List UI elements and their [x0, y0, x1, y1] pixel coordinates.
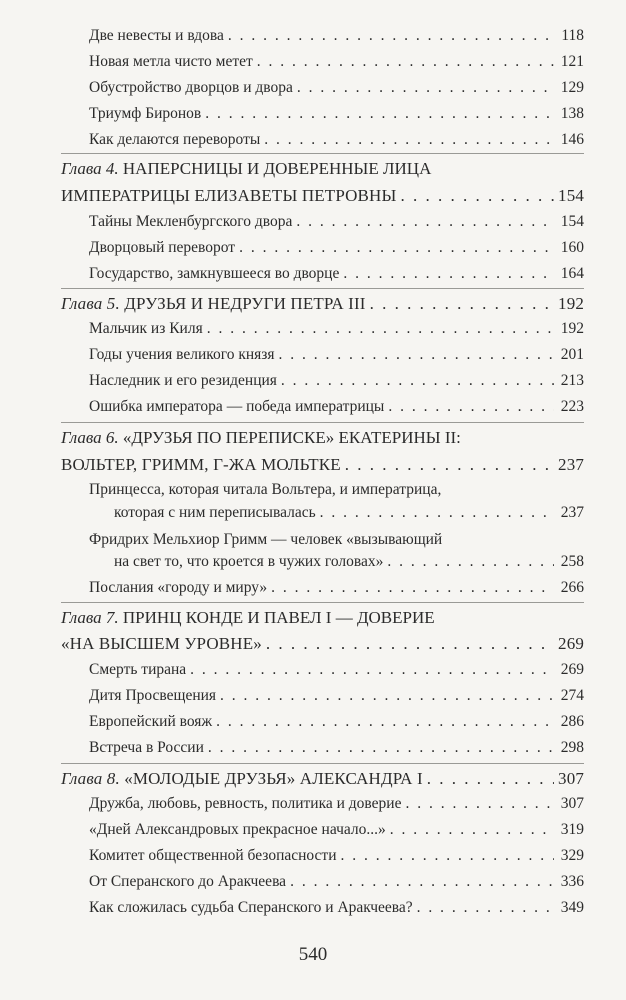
- toc-leader: [387, 551, 554, 573]
- chapter-page: 237: [558, 455, 584, 474]
- toc-entry[interactable]: [89, 845, 584, 867]
- toc-entry[interactable]: [89, 897, 584, 919]
- toc-entry-page: 213: [560, 372, 584, 389]
- page-number: 540: [298, 944, 328, 965]
- toc-entry[interactable]: [89, 318, 584, 340]
- toc-entry-line1[interactable]: Фридрих Мельхиор Гримм — человек «вызывающий: [89, 531, 443, 548]
- chapter-title: «МОЛОДЫЕ ДРУЗЬЯ» АЛЕКСАНДРА I: [124, 769, 423, 788]
- toc-leader: [266, 633, 554, 655]
- chapter-title: ВОЛЬТЕР, ГРИММ, Г-ЖА МОЛЬТКЕ: [61, 455, 341, 474]
- toc-entry-page: 154: [560, 213, 584, 230]
- toc-entry-title: Комитет общественной безопасности: [89, 847, 337, 864]
- toc-entry-page: 146: [560, 131, 584, 148]
- toc-entry-title: Две невесты и вдова: [89, 27, 224, 44]
- toc-entry-title: Дворцовый переворот: [89, 239, 236, 256]
- toc-entry[interactable]: [89, 370, 584, 392]
- toc-leader: [370, 293, 554, 315]
- toc-entry-title: Тайны Мекленбургского двора: [89, 213, 293, 230]
- toc-entry-page: 223: [560, 398, 584, 415]
- toc-entry[interactable]: [89, 211, 584, 233]
- chapter-8-heading[interactable]: [61, 768, 584, 790]
- chapter-title: ИМПЕРАТРИЦЫ ЕЛИЗАВЕТЫ ПЕТРОВНЫ: [61, 186, 397, 205]
- toc-entry-title: Как делаются перевороты: [89, 131, 261, 148]
- toc-entry-page: 307: [560, 795, 584, 812]
- toc-entry-page: 269: [560, 661, 584, 678]
- toc-entry[interactable]: [89, 711, 584, 733]
- toc-leader: [390, 819, 554, 841]
- toc-entry-page: 349: [560, 899, 584, 916]
- toc-entry-page: 164: [560, 265, 584, 282]
- toc-leader: [400, 185, 554, 207]
- chapter-4-heading-line2[interactable]: [61, 185, 584, 207]
- toc-entry-title: Европейский вояж: [89, 713, 213, 730]
- chapter-heading-text: [61, 293, 366, 315]
- toc-leader: [239, 237, 554, 259]
- section-divider: [61, 422, 584, 423]
- toc-entry-title: Триумф Биронов: [89, 105, 202, 122]
- section-divider: [61, 602, 584, 603]
- toc-entry-page: 201: [560, 346, 584, 363]
- chapter-5-heading[interactable]: [61, 293, 584, 315]
- chapter-6-heading-line1[interactable]: [61, 427, 461, 449]
- chapter-page: 192: [558, 294, 584, 313]
- toc-entry[interactable]: [114, 551, 584, 573]
- toc-entry-page: 192: [560, 320, 584, 337]
- toc-entry[interactable]: [89, 263, 584, 285]
- toc-entry[interactable]: [89, 659, 584, 681]
- toc-entry-page: 336: [560, 873, 584, 890]
- toc-entry-title: которая с ним переписывалась: [114, 504, 316, 521]
- toc-entry[interactable]: [89, 871, 584, 893]
- toc-entry-title: Как сложилась судьба Сперанского и Аракчеева?: [89, 899, 413, 916]
- toc-entry-page: 298: [560, 739, 584, 756]
- toc-leader: [207, 318, 554, 340]
- toc-leader: [216, 711, 554, 733]
- toc-entry[interactable]: [89, 685, 584, 707]
- chapter-title: ДРУЗЬЯ И НЕДРУГИ ПЕТРА III: [124, 294, 366, 313]
- chapter-title: «ДРУЗЬЯ ПО ПЕРЕПИСКЕ» ЕКАТЕРИНЫ II:: [122, 428, 461, 447]
- toc-entry-title: Наследник и его резиденция: [89, 372, 277, 389]
- toc-entry-page: 121: [560, 53, 584, 70]
- toc-entry-page: 319: [560, 821, 584, 838]
- chapter-label: Глава 5.: [61, 294, 120, 313]
- toc-leader: [405, 793, 554, 815]
- chapter-page: 307: [558, 769, 584, 788]
- toc-entry-line1[interactable]: Принцесса, которая читала Вольтера, и императрица,: [89, 481, 442, 498]
- toc-entry-title: Дружба, любовь, ревность, политика и доверие: [89, 795, 402, 812]
- toc-leader: [220, 685, 554, 707]
- toc-entry-title: Новая метла чисто метет: [89, 53, 253, 70]
- chapter-7-heading-line1[interactable]: [61, 607, 435, 629]
- chapter-heading-text: [61, 768, 423, 790]
- toc-entry[interactable]: [89, 819, 584, 841]
- toc-leader: [417, 897, 554, 919]
- toc-entry[interactable]: [89, 396, 584, 418]
- toc-entry-page: 274: [560, 687, 584, 704]
- chapter-6-heading-line2[interactable]: [61, 454, 584, 476]
- toc-entry-page: 286: [560, 713, 584, 730]
- toc-entry-page: 329: [560, 847, 584, 864]
- toc-entry[interactable]: [89, 25, 584, 47]
- toc-entry-title: Обустройство дворцов и двора: [89, 79, 293, 96]
- toc-entry[interactable]: [89, 103, 584, 125]
- toc-leader: [297, 77, 554, 99]
- toc-entry-title: Мальчик из Киля: [89, 320, 203, 337]
- toc-leader: [271, 577, 554, 599]
- toc-entry-page: 258: [560, 553, 584, 570]
- toc-entry-title: Годы учения великого князя: [89, 346, 275, 363]
- toc-entry-title: Встреча в России: [89, 739, 204, 756]
- toc-leader: [279, 344, 554, 366]
- toc-entry-title: Ошибка императора — победа императрицы: [89, 398, 385, 415]
- toc-entry[interactable]: [89, 77, 584, 99]
- toc-entry[interactable]: [89, 793, 584, 815]
- toc-entry-page: 118: [561, 27, 584, 44]
- toc-entry-page: 160: [560, 239, 584, 256]
- chapter-page: 269: [558, 634, 584, 653]
- toc-entry-title: От Сперанского до Аракчеева: [89, 873, 287, 890]
- section-divider: [61, 763, 584, 764]
- toc-entry[interactable]: [89, 344, 584, 366]
- chapter-label: Глава 6.: [61, 428, 119, 447]
- toc-leader: [345, 454, 554, 476]
- toc-leader: [296, 211, 554, 233]
- toc-leader: [264, 129, 554, 151]
- chapter-7-heading-line2[interactable]: [61, 633, 584, 655]
- toc-entry-title: Смерть тирана: [89, 661, 187, 678]
- chapter-title: «НА ВЫСШЕМ УРОВНЕ»: [61, 634, 262, 653]
- toc-entry[interactable]: [89, 737, 584, 759]
- chapter-title: НАПЕРСНИЦЫ И ДОВЕРЕННЫЕ ЛИЦА: [122, 159, 432, 178]
- toc-entry-page: 237: [560, 504, 584, 521]
- section-divider: [61, 153, 584, 154]
- chapter-title: ПРИНЦ КОНДЕ И ПАВЕЛ I — ДОВЕРИЕ: [122, 608, 435, 627]
- toc-leader: [427, 768, 554, 790]
- toc-entry[interactable]: [89, 51, 584, 73]
- toc-entry[interactable]: [89, 129, 584, 151]
- toc-entry[interactable]: [89, 577, 584, 599]
- toc-entry-page: 138: [560, 105, 584, 122]
- toc-leader: [290, 871, 554, 893]
- toc-entry-title: на свет то, что кроется в чужих головах»: [114, 553, 384, 570]
- toc-leader: [343, 263, 554, 285]
- toc-entry-title: «Дней Александровых прекрасное начало...»: [89, 821, 386, 838]
- chapter-page: 154: [558, 186, 584, 205]
- toc-entry-page: 266: [560, 579, 584, 596]
- toc-leader: [281, 370, 554, 392]
- toc-leader: [228, 25, 554, 47]
- chapter-4-heading-line1[interactable]: [61, 158, 431, 180]
- toc-leader: [205, 103, 554, 125]
- toc-entry[interactable]: [114, 502, 584, 524]
- toc-entry-title: Государство, замкнувшееся во дворце: [89, 265, 340, 282]
- section-divider: [61, 288, 584, 289]
- toc-leader: [190, 659, 554, 681]
- toc-leader: [257, 51, 554, 73]
- chapter-label: Глава 8.: [61, 769, 120, 788]
- toc-leader: [320, 502, 554, 524]
- chapter-label: Глава 4.: [61, 159, 119, 178]
- toc-entry-page: 129: [560, 79, 584, 96]
- toc-entry-title: Послания «городу и миру»: [89, 579, 268, 596]
- toc-leader: [388, 396, 554, 418]
- toc-entry-title: Дитя Просвещения: [89, 687, 217, 704]
- toc-leader: [341, 845, 554, 867]
- toc-leader: [208, 737, 554, 759]
- chapter-label: Глава 7.: [61, 608, 119, 627]
- toc-entry[interactable]: [89, 237, 584, 259]
